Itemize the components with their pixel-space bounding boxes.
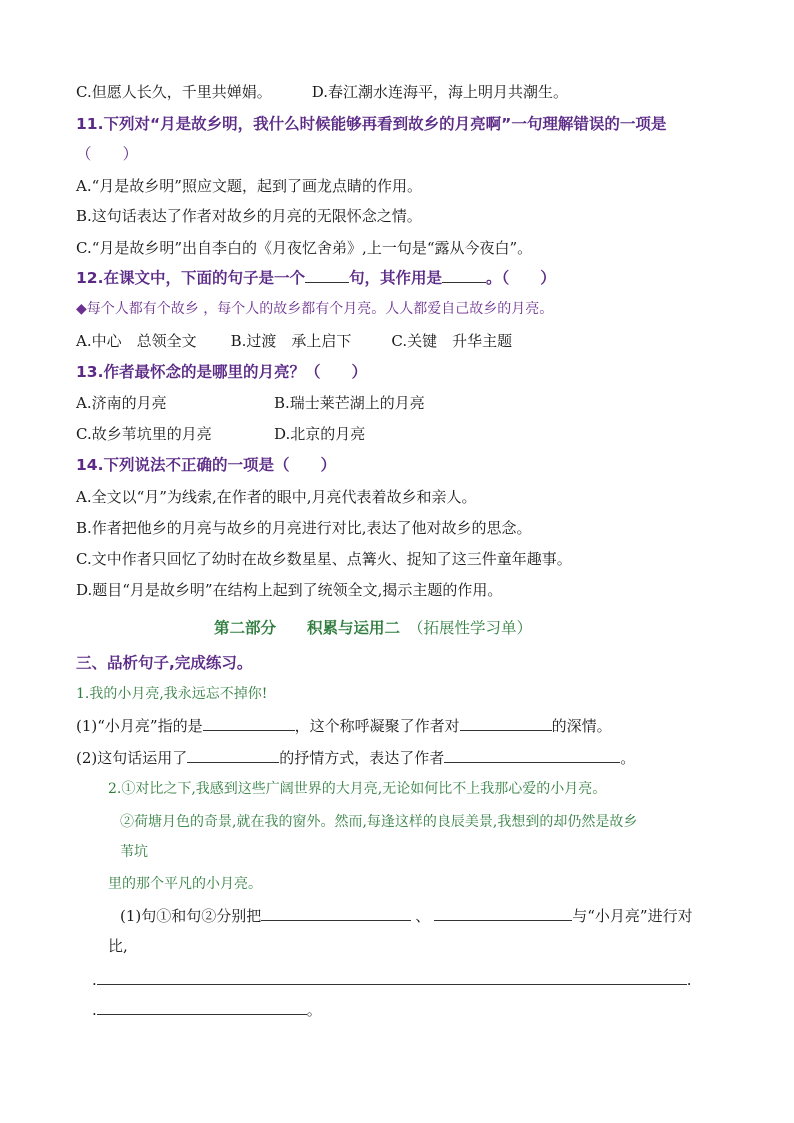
q12-quote: ◆每个人都有个故乡 ，每个人的故乡都有个月亮。人人都爱自己故乡的月亮。 bbox=[76, 301, 554, 317]
q12-option-a: A.中心 总领全文 bbox=[76, 332, 197, 350]
sec3-item2-sentence1: 2.①对比之下,我感到这些广阔世界的大月亮,无论如何比不上我那心爱的小月亮。 bbox=[108, 781, 607, 797]
sec3-item1-q2-text-a: (2)这句话运用了 bbox=[76, 749, 188, 767]
q10-option-d: D.春江潮水连海平，海上明月共潮生。 bbox=[311, 83, 568, 101]
sec3-item2-sentence2: ②荷塘月色的奇景,就在我的窗外。然而,每逢这样的良辰美景,我想到的却仍然是故乡 bbox=[120, 814, 638, 830]
q13-option-a: A.济南的月亮 bbox=[76, 394, 167, 412]
sec3-item1-q2-blank-2[interactable] bbox=[444, 748, 620, 763]
q12-option-c: C.关键 升华主题 bbox=[391, 332, 513, 350]
sec3-answer-line-1 bbox=[92, 970, 692, 990]
q14-option-b: B.作者把他乡的月亮与故乡的月亮进行对比,表达了他对故乡的思念。 bbox=[76, 519, 532, 537]
answer-line-1-blank[interactable] bbox=[97, 970, 687, 985]
q11-answer-paren: （ ） bbox=[76, 145, 139, 163]
sec3-item2-q1-text-b: 、 bbox=[415, 907, 431, 925]
sec3-item1-q1 bbox=[76, 716, 612, 736]
sec3-item1-q2-text-b: 的抒情方式，表达了作者 bbox=[279, 749, 445, 767]
q14-option-d: D.题目“月是故乡明”在结构上起到了统领全文,揭示主题的作用。 bbox=[76, 581, 503, 599]
sec3-item1-q1-text-c: 的深情。 bbox=[551, 717, 612, 735]
q11-option-c: C.“月是故乡明”出自李白的《月夜忆舍弟》,上一句是“露从今夜白”。 bbox=[76, 239, 533, 257]
sec3-item1-q2 bbox=[76, 748, 635, 768]
sec3-item1-q1-text-b: ，这个称呼凝聚了作者对 bbox=[294, 717, 460, 735]
answer-line-1-dot-end: . bbox=[686, 971, 692, 989]
answer-line-2-end-mark: 。 bbox=[306, 1001, 322, 1019]
sec3-item1-q2-blank-1[interactable] bbox=[187, 748, 279, 763]
sec3-item2-sentence2-cont2: 里的那个平凡的小月亮。 bbox=[108, 876, 262, 892]
q12-option-b: B.过渡 承上启下 bbox=[230, 332, 352, 350]
q11-stem: 11.下列对“月是故乡明，我什么时候能够再看到故乡的月亮啊”一句理解错误的一项是 bbox=[76, 115, 667, 133]
q12-blank-2[interactable] bbox=[442, 268, 486, 283]
q13-option-d: D.北京的月亮 bbox=[274, 425, 366, 443]
sec3-item2-q1-text-a: (1)句①和句②分别把 bbox=[120, 907, 262, 925]
q12-stem bbox=[76, 268, 556, 288]
sec3-answer-line-2 bbox=[92, 1000, 322, 1020]
answer-line-1-dot-start: . bbox=[92, 971, 97, 989]
q13-option-b: B.瑞士莱芒湖上的月亮 bbox=[274, 394, 425, 412]
sec3-item2-q1-cont: 比, bbox=[108, 937, 128, 955]
part2-title-main: 第二部分 积累与运用二 bbox=[214, 618, 401, 637]
q13-option-c: C.故乡苇坑里的月亮 bbox=[76, 425, 212, 443]
q12-stem-part2: 句，其作用是 bbox=[348, 269, 442, 287]
sec3-item2-q1-blank-2[interactable] bbox=[434, 906, 572, 921]
q11-option-a: A.“月是故乡明”照应文题，起到了画龙点睛的作用。 bbox=[76, 177, 422, 195]
part2-subtitle: （拓展性学习单） bbox=[408, 619, 533, 637]
q12-blank-1[interactable] bbox=[305, 268, 349, 283]
sec3-item1-q1-blank-1[interactable] bbox=[203, 716, 295, 731]
sec3-item1-sentence: 1.我的小月亮,我永远忘不掉你! bbox=[76, 686, 268, 702]
q11-option-b: B.这句话表达了作者对故乡的月亮的无限怀念之情。 bbox=[76, 207, 422, 225]
q12-stem-part1: 12.在课文中，下面的句子是一个 bbox=[76, 269, 305, 287]
q12-options-row bbox=[76, 331, 512, 351]
q14-option-c: C.文中作者只回忆了幼时在故乡数星星、点篝火、捉知了这三件童年趣事。 bbox=[76, 550, 572, 568]
sec3-item2-q1-text-c: 与“小月亮”进行对 bbox=[572, 907, 693, 925]
q10-option-c: C.但愿人长久，千里共婵娟。 bbox=[76, 83, 272, 101]
sec3-item2-sentence2-cont1: 苇坑 bbox=[120, 844, 148, 860]
sec3-item2-q1-blank-1[interactable] bbox=[261, 906, 411, 921]
q10-options-row bbox=[76, 82, 568, 102]
sec3-item1-q1-blank-2[interactable] bbox=[460, 716, 552, 731]
q14-option-a: A.全文以“月”为线索,在作者的眼中,月亮代表着故乡和亲人。 bbox=[76, 488, 477, 506]
q13-stem: 13.作者最怀念的是哪里的月亮？（ ） bbox=[76, 363, 367, 381]
sec3-item1-q2-text-c: 。 bbox=[620, 749, 636, 767]
q14-stem: 14.下列说法不正确的一项是（ ） bbox=[76, 456, 336, 474]
sec3-item1-q1-text-a: (1)“小月亮”指的是 bbox=[76, 717, 203, 735]
answer-line-2-dot-start: . bbox=[92, 1001, 97, 1019]
section3-heading: 三、品析句子,完成练习。 bbox=[76, 654, 253, 672]
part2-title bbox=[214, 618, 532, 638]
answer-line-2-blank[interactable] bbox=[97, 1000, 307, 1015]
q12-stem-part3: 。（ ） bbox=[485, 269, 556, 287]
sec3-item2-q1 bbox=[120, 906, 693, 926]
